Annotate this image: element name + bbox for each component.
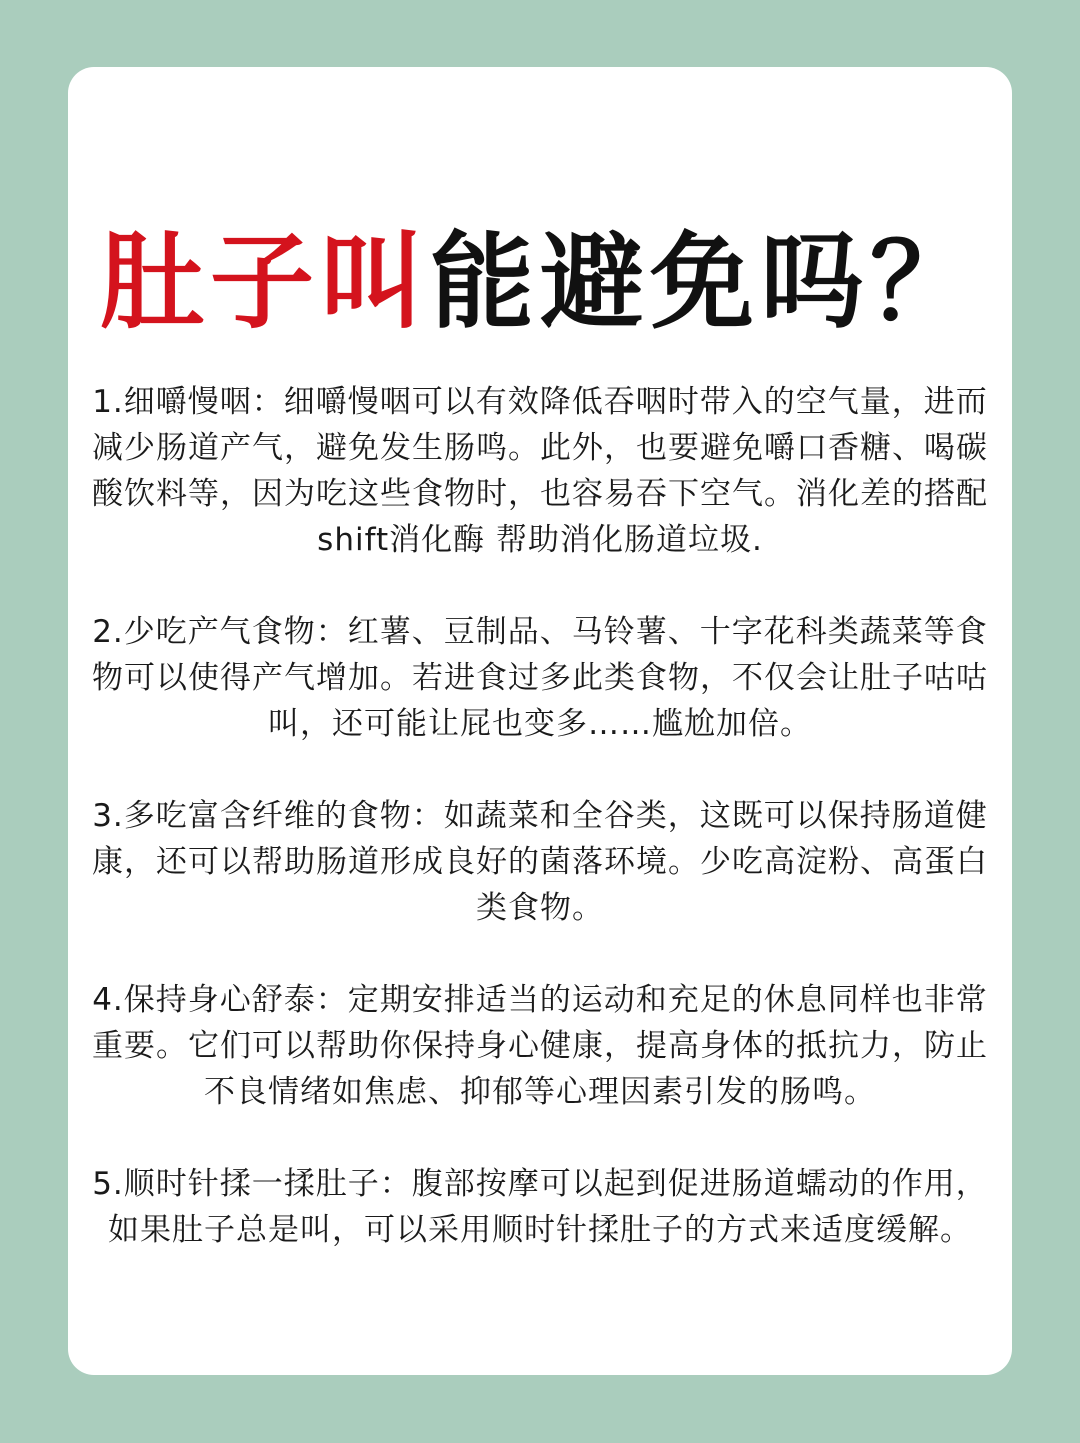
tips-list <box>90 379 990 1253</box>
tip-paragraph-4: 4.保持身心舒泰：定期安排适当的运动和充足的休息同样也非常重要。它们可以帮助你保持身心健康，提高身体的抵抗力，防止不良情绪如焦虑、抑郁等心理因素引发的肠鸣。 <box>92 982 988 1110</box>
tip-paragraph-1: 1.细嚼慢咽：细嚼慢咽可以有效降低吞咽时带入的空气量，进而减少肠道产气，避免发生肠鸣。此外，也要避免嚼口香糖、喝碳酸饮料等，因为吃这些食物时，也容易吞下空气。消化差的搭配shift消化酶 帮助消化肠道垃圾. <box>92 384 988 558</box>
page-title <box>68 207 1012 357</box>
title-highlight: 肚子叫 <box>99 221 430 343</box>
title-question: 能避免吗？ <box>430 221 981 343</box>
content-card <box>68 67 1012 1375</box>
tip-paragraph-2: 2.少吃产气食物：红薯、豆制品、马铃薯、十字花科类蔬菜等食物可以使得产气增加。若进食过多此类食物，不仅会让肚子咕咕叫，还可能让屁也变多……尴尬加倍。 <box>92 614 988 742</box>
tip-paragraph-3: 3.多吃富含纤维的食物：如蔬菜和全谷类，这既可以保持肠道健康，还可以帮助肠道形成良好的菌落环境。少吃高淀粉、高蛋白类食物。 <box>92 798 988 926</box>
tip-paragraph-5: 5.顺时针揉一揉肚子：腹部按摩可以起到促进肠道蠕动的作用，如果肚子总是叫，可以采用顺时针揉肚子的方式来适度缓解。 <box>92 1166 988 1248</box>
